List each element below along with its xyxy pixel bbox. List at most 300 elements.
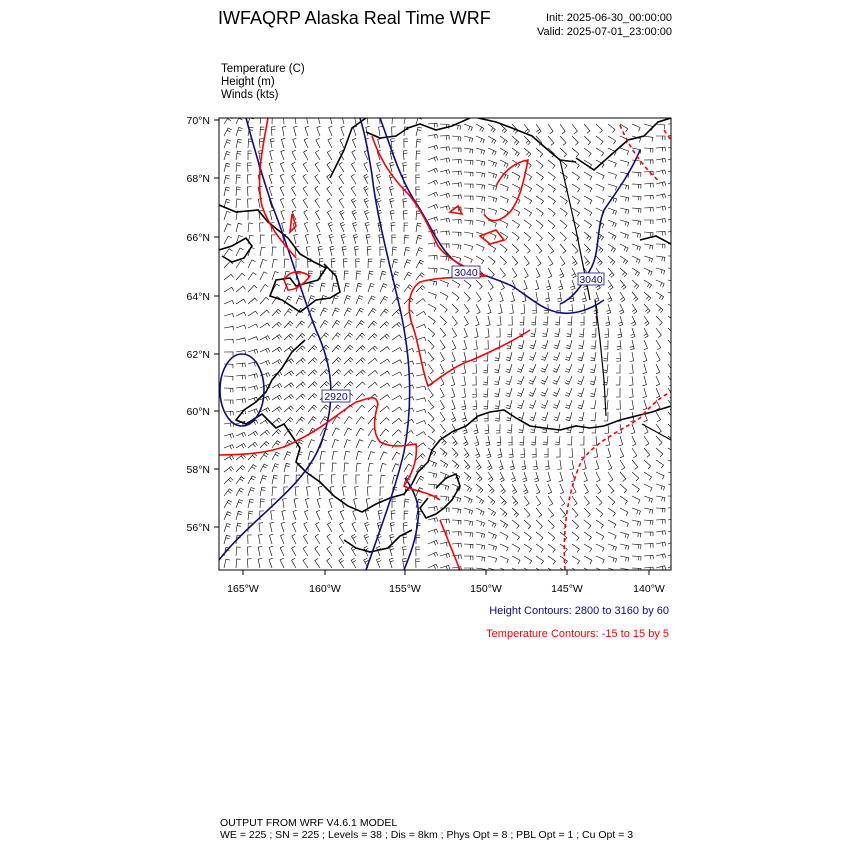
wind-barb [236, 199, 241, 208]
wind-barb [260, 348, 270, 353]
wind-barb [512, 268, 517, 278]
wind-barb [224, 467, 234, 473]
wind-barb [508, 436, 512, 445]
wind-barb [392, 127, 396, 136]
wind-barb [440, 400, 445, 410]
wind-barb [524, 196, 532, 204]
wind-barb [378, 510, 382, 520]
wind-barb [224, 151, 230, 160]
wind-barb [464, 208, 473, 212]
wind-barb [596, 568, 604, 575]
wind-barb [524, 520, 531, 529]
wind-barb [356, 370, 365, 376]
wind-barb [656, 376, 660, 386]
wind-barb [271, 511, 275, 521]
wind-barb [644, 256, 653, 262]
init-time: Init: 2025-06-30_00:00:00 [546, 12, 672, 24]
wind-barb [259, 523, 263, 532]
wind-barb [488, 160, 497, 167]
wind-barb [488, 196, 497, 202]
wind-barb [608, 244, 616, 252]
wind-barb [416, 223, 421, 232]
wind-barb [404, 272, 412, 280]
wind-barb [632, 484, 639, 492]
wind-barb [380, 475, 385, 484]
lon-label-145: 145°W [551, 583, 583, 595]
wind-barb [284, 452, 291, 460]
wind-barb [440, 181, 450, 186]
wind-barb [643, 364, 647, 374]
wind-barb [428, 180, 438, 185]
wind-barb [463, 436, 468, 446]
wind-barb [403, 547, 407, 557]
wind-barb [536, 520, 542, 529]
wind-barb [224, 489, 233, 496]
wind-barb [404, 247, 410, 256]
wind-barb [529, 352, 536, 360]
wind-barb [236, 151, 241, 160]
wind-barb [483, 364, 488, 373]
wind-barb [476, 124, 484, 132]
wind-barb [340, 138, 344, 148]
wind-barb [584, 136, 591, 145]
wind-barb [643, 376, 647, 386]
wind-barb [416, 286, 425, 292]
wind-barb [284, 383, 294, 388]
wind-barb [629, 364, 633, 374]
wind-barb [668, 268, 677, 273]
wind-barb [485, 328, 489, 337]
wind-barb [260, 441, 269, 448]
wind-barb [500, 292, 504, 302]
wind-barb [366, 234, 371, 244]
wind-barb [440, 553, 450, 558]
wind-barb [584, 544, 592, 552]
wind-barb [560, 484, 564, 494]
wind-barb [488, 292, 492, 302]
wind-barb [512, 568, 520, 576]
wind-barb [351, 162, 356, 172]
wind-barb [440, 340, 445, 350]
wind-barb [584, 184, 592, 192]
wind-barb [416, 324, 426, 328]
wind-barb [272, 418, 281, 424]
wind-barb [428, 400, 434, 410]
wind-barb [656, 448, 663, 457]
wind-barb [327, 558, 332, 568]
wind-barb [428, 460, 436, 467]
wind-barb [305, 498, 309, 508]
wind-barb [668, 217, 678, 222]
wind-barb [392, 115, 397, 124]
wind-barb [332, 320, 340, 328]
wind-barb [644, 460, 651, 469]
wind-barb [582, 460, 586, 470]
wind-barb [486, 436, 490, 446]
wind-barb [572, 520, 579, 529]
wind-barb [380, 271, 386, 280]
wind-barb [569, 304, 573, 313]
wind-barb [351, 558, 356, 568]
wind-barb [236, 248, 244, 256]
wind-barb [305, 126, 309, 136]
wind-barb [376, 174, 381, 184]
wind-barb [428, 157, 438, 162]
wind-barb [380, 429, 389, 436]
wind-barb [554, 424, 560, 433]
wind-barb [462, 388, 466, 398]
lat-label-68: 68°N [186, 173, 210, 185]
wind-barb [524, 556, 532, 564]
wind-barb [512, 208, 520, 216]
wind-barb [584, 148, 591, 157]
wind-barb [236, 286, 246, 292]
wind-barb [332, 440, 339, 449]
wind-barb [344, 308, 352, 316]
wind-barb [656, 508, 665, 512]
wind-barb [451, 376, 455, 386]
wind-barb [356, 321, 365, 328]
wind-barb [295, 115, 299, 125]
wind-barb [584, 124, 590, 133]
wind-barb [440, 496, 449, 501]
wind-barb [548, 484, 552, 494]
wind-barb [224, 339, 233, 343]
wind-barb [472, 388, 476, 397]
wind-barb [270, 522, 274, 532]
wind-barb [339, 534, 344, 544]
wind-barb [560, 208, 567, 217]
wind-barb [428, 340, 434, 349]
wind-barb [596, 472, 600, 482]
wind-barb [476, 208, 485, 214]
wind-barb [367, 115, 371, 124]
wind-barb [476, 568, 485, 573]
wind-barb [545, 292, 549, 302]
wind-barb [500, 268, 506, 278]
wind-barb [315, 150, 320, 160]
wind-barb [632, 244, 641, 251]
wind-barb [560, 232, 567, 241]
wind-barb [260, 235, 265, 244]
wind-barb [500, 484, 505, 494]
wind-barb [236, 477, 245, 484]
wind-barb [296, 382, 305, 388]
wind-barb [270, 210, 274, 220]
wind-barb [523, 484, 528, 494]
wind-barb [500, 508, 507, 517]
wind-barb [365, 510, 369, 520]
wind-barb [500, 184, 508, 191]
wind-barb [644, 520, 653, 525]
wind-barb [608, 496, 615, 505]
wind-barb [272, 309, 281, 316]
wind-barb [344, 382, 353, 388]
wind-barb [560, 124, 565, 134]
wind-barb [303, 546, 308, 556]
wind-barb [584, 568, 592, 576]
wind-barb [500, 220, 508, 228]
wind-barb [464, 496, 472, 503]
wind-barb [488, 124, 495, 133]
wind-barb [247, 559, 251, 568]
wind-barb [224, 140, 231, 148]
wind-barb [608, 460, 612, 470]
lat-label-58: 58°N [186, 464, 210, 476]
wind-barb [320, 382, 329, 389]
wind-barb [620, 292, 625, 302]
wind-barb [596, 544, 604, 552]
wind-barb [656, 484, 665, 491]
lon-label-165: 165°W [227, 583, 259, 595]
wind-barb [607, 292, 612, 302]
wind-barb [524, 136, 530, 145]
wind-barb [356, 358, 365, 364]
wind-barb [452, 292, 459, 301]
wind-barb [416, 187, 420, 196]
wind-barb [548, 172, 555, 181]
wind-barb [452, 280, 460, 288]
temperature-contours [219, 118, 671, 570]
wind-barb [380, 359, 390, 364]
wind-barb [656, 219, 666, 223]
wind-barb [620, 160, 629, 166]
wind-barb [472, 376, 476, 385]
wind-barb [303, 186, 308, 196]
wind-barb [668, 553, 678, 558]
wind-barb [452, 460, 459, 469]
wind-barb [616, 352, 620, 361]
wind-barb [403, 199, 407, 208]
wind-barb [668, 496, 677, 500]
wind-barb [428, 552, 438, 557]
wind-barb [452, 159, 461, 163]
wind-barb [272, 407, 282, 412]
wind-barb [521, 460, 525, 470]
lon-label-140: 140°W [633, 583, 665, 595]
wind-barb [524, 220, 531, 229]
wind-barb [518, 352, 525, 361]
wind-barb [644, 268, 652, 275]
wind-barb [404, 511, 408, 520]
wind-barb [272, 335, 282, 340]
wind-barb [344, 463, 349, 472]
wind-barb [380, 296, 388, 304]
wind-barb [296, 321, 305, 328]
wind-barb [329, 498, 333, 508]
wind-barb [488, 244, 496, 252]
wind-barb [224, 211, 231, 220]
wind-barb [332, 382, 341, 389]
wind-barb [541, 400, 548, 408]
wind-barb [560, 148, 567, 157]
wind-barb [531, 316, 536, 325]
wind-barb [512, 148, 519, 157]
wind-barb [556, 448, 560, 457]
wind-barb [572, 196, 580, 204]
wind-barb [632, 304, 637, 314]
wind-barb [296, 370, 306, 376]
wind-barb [303, 534, 308, 544]
wind-barb [474, 328, 478, 338]
wind-barb [224, 500, 232, 508]
wind-barb [320, 333, 329, 340]
wind-barb [327, 186, 332, 196]
wind-barb [473, 340, 477, 350]
wind-barb [368, 463, 374, 472]
wind-barb [565, 364, 572, 372]
wind-barb [351, 198, 356, 208]
wind-barb [271, 127, 275, 136]
wind-barb [356, 428, 364, 436]
wind-barb [379, 127, 383, 137]
wind-barb [643, 388, 647, 398]
wind-barb [272, 259, 278, 268]
latitude-axis [214, 120, 219, 527]
wind-barb [416, 127, 422, 136]
wind-barb [306, 247, 310, 257]
wind-barb [632, 280, 639, 289]
wind-barb [656, 124, 665, 129]
wind-barb [452, 220, 461, 224]
wind-barb [260, 487, 266, 496]
wind-barb [280, 198, 284, 208]
wind-barb [224, 478, 233, 485]
wind-barb [668, 460, 676, 467]
wind-barb [392, 396, 402, 401]
wind-barb [368, 440, 376, 448]
wind-barb [272, 429, 281, 436]
wind-barb [617, 328, 622, 338]
wind-barb [500, 496, 506, 505]
wind-barb [474, 436, 479, 446]
wind-barb [472, 364, 476, 373]
wind-barb [608, 208, 617, 215]
wind-barb [495, 352, 500, 361]
wind-barb [224, 388, 233, 392]
wind-barb [591, 352, 597, 361]
wind-barb [591, 412, 596, 421]
wind-barb [368, 334, 377, 340]
wind-barb [392, 452, 400, 460]
wind-barb [236, 163, 241, 172]
wind-barb [632, 220, 641, 225]
wind-barb [272, 272, 279, 281]
wind-barb [296, 394, 305, 400]
wind-barb [236, 127, 243, 136]
wind-barb [440, 206, 450, 211]
wind-barb [620, 472, 626, 482]
wind-barb [557, 460, 561, 470]
wind-barb [668, 507, 677, 511]
wind-barb [644, 304, 650, 313]
wind-barb [567, 328, 572, 337]
wind-barb [668, 124, 677, 128]
wind-barb [656, 531, 666, 535]
wind-barb [318, 486, 322, 496]
wind-barb [270, 139, 274, 149]
wind-barb [545, 460, 549, 470]
wind-barb [367, 487, 371, 496]
wind-barb [632, 544, 641, 549]
height-contours [219, 118, 640, 570]
lon-label-150: 150°W [470, 583, 502, 595]
wind-barb [428, 412, 434, 421]
wind-barb [656, 520, 665, 524]
wind-barb [560, 220, 567, 229]
wind-barb [656, 292, 664, 300]
wind-barb [520, 448, 524, 457]
wind-barb [560, 496, 565, 506]
wind-barb [631, 316, 636, 326]
wind-barb [656, 472, 664, 479]
wind-barb [592, 424, 596, 433]
wind-barb [377, 186, 382, 196]
wind-barb [365, 522, 370, 532]
wind-barb [476, 532, 485, 538]
wind-barb [559, 472, 563, 482]
wind-barb [248, 311, 258, 316]
wind-barb [224, 376, 233, 380]
wind-barb [554, 328, 560, 337]
wind-barb [327, 162, 332, 172]
wind-barb [224, 512, 231, 520]
wind-barb [606, 304, 611, 314]
wind-barb [498, 304, 502, 314]
wind-barb [260, 115, 265, 124]
wind-barb [380, 487, 384, 496]
wind-barb [356, 475, 360, 484]
wind-barb [644, 472, 652, 480]
wind-barb [566, 340, 572, 349]
wind-barb [416, 260, 424, 268]
wind-barb [272, 464, 279, 472]
wind-barb [308, 370, 317, 376]
wind-barb [496, 424, 500, 433]
wind-barb [582, 292, 587, 302]
wind-barb [536, 148, 543, 157]
wind-barb [317, 126, 321, 136]
wind-barb [512, 556, 520, 564]
wind-barb [580, 436, 584, 445]
wind-barb [524, 532, 531, 541]
wind-barb [292, 522, 296, 532]
wind-barb [403, 151, 407, 160]
wind-barb [404, 235, 409, 244]
wind-barb [497, 436, 501, 445]
wind-barb [416, 443, 426, 448]
wind-barb [668, 169, 678, 174]
wind-barb [272, 395, 282, 400]
wind-barb [632, 184, 641, 188]
wind-barb [328, 522, 333, 532]
wind-barb [572, 496, 577, 506]
wind-barb [342, 486, 346, 496]
wind-barb [332, 283, 338, 292]
wind-barb [584, 520, 591, 529]
wind-barb [548, 520, 554, 529]
wind-barb [656, 268, 665, 274]
wind-barb [507, 328, 512, 337]
wind-barb [377, 162, 382, 172]
wind-barb [632, 208, 641, 213]
wind-barb [464, 328, 468, 338]
wind-barb [668, 157, 678, 162]
wind-barb [416, 432, 426, 436]
wind-barb [464, 292, 470, 301]
wind-barb [416, 535, 420, 544]
wind-barb [464, 532, 473, 537]
